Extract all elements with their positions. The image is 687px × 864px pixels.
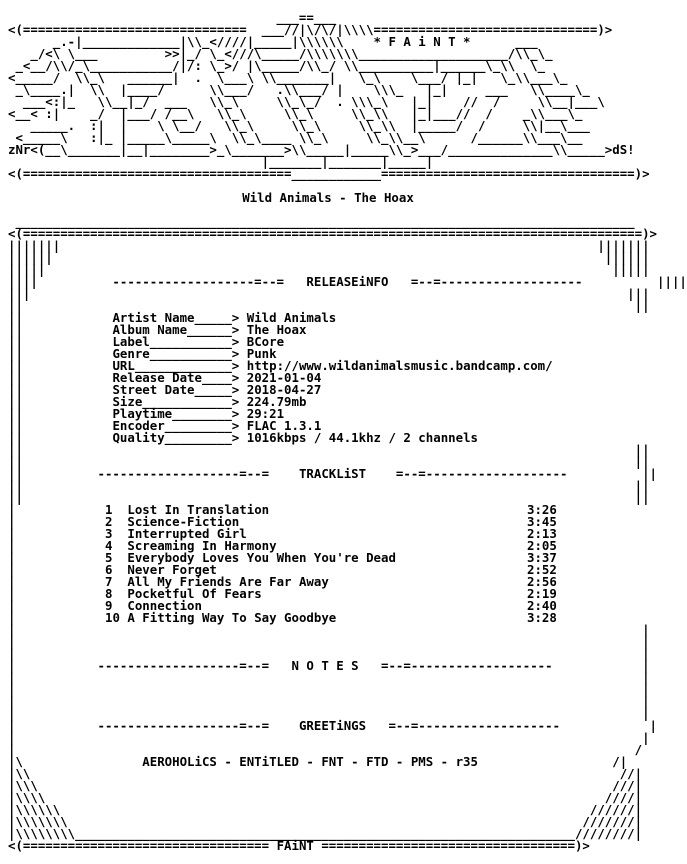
- section-heading-tracklist: || -------------------=--= TRACKLiST =--=------------------- ||: [8, 466, 658, 481]
- section-heading-greetings: | -------------------=--= GREETiNGS =--=------------------- |: [8, 718, 658, 733]
- frame-line: || ||: [8, 454, 650, 469]
- frame-line: |\\\\\\\ ///////|: [8, 814, 643, 829]
- art-line-10: _____. :| | \ \__/ \\_\ \\_\ \\_\\ |_____/ / \\|__\___: [8, 118, 590, 133]
- frame-line: |\\\\\\ //////|: [8, 802, 643, 817]
- frame-top: ___________________________________________________________________________________: [8, 214, 635, 229]
- frame-line: |\\\\\\\\___________________________________________________________________////////|: [8, 826, 643, 841]
- track-row: | 3 Interrupted Girl 2:13: [8, 526, 557, 541]
- track-row: | 5 Everybody Loves You When You're Dead 3:37: [8, 550, 557, 565]
- frame-line: | |: [8, 646, 650, 661]
- frame-border-top: <(===================================================================================)>: [8, 226, 658, 241]
- art-line-03: _.-|_____________|\\_<////|_____|\\\\\\ * F A i N T * ___: [8, 34, 538, 49]
- release-title: Wild Animals - The Hoax: [242, 190, 414, 205]
- track-row: | 10 A Fitting Way To Say Goodbye 3:28: [8, 610, 557, 625]
- track-duration: 2:13: [527, 526, 557, 541]
- frame-line: | |: [8, 682, 650, 697]
- info-row: || Quality_________> 1016kbps / 44.1khz / 2 channels: [8, 430, 478, 445]
- frame-line: | |: [8, 670, 650, 685]
- track-duration: 3:26: [527, 502, 557, 517]
- track-row: | 8 Pocketful Of Fears 2:19: [8, 586, 557, 601]
- track-duration: 2:19: [527, 586, 557, 601]
- art-line-09: <__< :| _/ |___/ /__\ \\_\ \\_\ \\_\\ |_|___// / _\\___\_: [8, 106, 583, 121]
- frame-line: | |: [8, 730, 650, 745]
- frame-line: || ||: [8, 442, 650, 457]
- track-duration: 2:52: [527, 562, 557, 577]
- right-signature: dS!: [612, 142, 635, 157]
- frame-line: | /: [8, 742, 643, 757]
- track-duration: 3:37: [527, 550, 557, 565]
- art-line-02: <(============================== ___//|\/\/|\\\\==============================)>: [8, 22, 613, 37]
- track-duration: 2:56: [527, 574, 557, 589]
- art-line-13: |_______|_______|_____|: [8, 154, 434, 169]
- frame-line: |||||| ||||||: [8, 250, 650, 265]
- art-line-12: zNr<(__\_______|__|________>_\_______>\\_____|_____\\_>___/______________\\_____>dS!: [8, 142, 635, 157]
- frame-line: | |: [8, 706, 650, 721]
- frame-line: | |: [8, 634, 650, 649]
- frame-line: ||| |||: [8, 286, 650, 301]
- info-row: || Album Name______> The Hoax: [8, 322, 307, 337]
- frame-line: ||||||| |||||||: [8, 238, 650, 253]
- track-row: | 9 Connection 2:40: [8, 598, 557, 613]
- info-row: || Artist Name_____> Wild Animals: [8, 310, 337, 325]
- frame-line: | |: [8, 622, 650, 637]
- art-line-11: <_____\ :|_ |_____\_____\ \\_\____ \\_\ \\_\\__\ /______\\___\__: [8, 130, 583, 145]
- info-row: || Size____________> 224.79mb: [8, 394, 307, 409]
- section-heading-releaseinfo: |||| -------------------=--= RELEASEiNFO =--=------------------- ||||: [8, 274, 687, 289]
- frame-line: || ||: [8, 478, 650, 493]
- info-row: || Playtime________> 29:21: [8, 406, 285, 421]
- art-line-07: _\____.| \\ |____/ \\___/ .\\___/ | \\\_ |_| ___ \\____\_: [8, 82, 590, 97]
- frame-line: || ||: [8, 490, 650, 505]
- info-row: || Street Date_____> 2018-04-27: [8, 382, 322, 397]
- track-row: | 2 Science-Fiction 3:45: [8, 514, 557, 529]
- art-line-04: _/<\ \___ >>|_/ \_<///\_____/\\\\\\\____________________/\\_\_: [8, 46, 553, 61]
- track-row: | 6 Never Forget 2:52: [8, 562, 557, 577]
- track-row: | 4 Screaming In Harmony 2:05: [8, 538, 557, 553]
- greetings-row: |\ AEROHOLiCS - ENTiTLED - FNT - FTD - PMS - r35 /|: [8, 754, 628, 769]
- frame-line: |\\\ ///|: [8, 778, 643, 793]
- nfo-document: [8, 12, 687, 852]
- art-line-01: ___==___: [8, 10, 337, 25]
- art-line-14: <(====================================____________==================================)>: [8, 166, 650, 181]
- art-line-08: ___<:|_ \\__|_/ ___ \\_\ \\_\_/ . \\\_\ |_| // / \\__|___\: [8, 94, 605, 109]
- info-row: || Label___________> BCore: [8, 334, 285, 349]
- left-signature: zNr: [8, 142, 31, 157]
- frame-line: ||||| |||||: [8, 262, 650, 277]
- footer-row: <(================================= FAiNT ==================================)>: [8, 838, 590, 853]
- art-line-06: <_____/ \\_\ ______| . \___\ \\_______| \_\ \___/ |_| \_\\___\_: [8, 70, 568, 85]
- track-row: | 1 Lost In Translation 3:26: [8, 502, 557, 517]
- section-heading-notes: | -------------------=--= N O T E S =--=------------------- |: [8, 658, 650, 673]
- track-duration: 2:05: [527, 538, 557, 553]
- footer-label: FAiNT: [276, 838, 314, 853]
- frame-line: |\\ //|: [8, 766, 643, 781]
- track-duration: 3:28: [527, 610, 557, 625]
- info-row: || Encoder_________> FLAC 1.3.1: [8, 418, 322, 433]
- greetings-text: AEROHOLiCS - ENTiTLED - FNT - FTD - PMS - r35: [142, 754, 478, 769]
- frame-line: |\\\\ ////|: [8, 790, 643, 805]
- info-row: || Genre___________> Punk: [8, 346, 277, 361]
- track-duration: 2:40: [527, 598, 557, 613]
- frame-line: | |: [8, 694, 650, 709]
- track-row: | 7 All My Friends Are Far Away 2:56: [8, 574, 557, 589]
- frame-line: || ||: [8, 298, 650, 313]
- info-row: || Release Date____> 2021-01-04: [8, 370, 322, 385]
- track-duration: 3:45: [527, 514, 557, 529]
- art-line-05: _<__/\\/_\___________/|/: \_>/ |\_____/\\_/ \\__________|______\_\\ \_: [8, 58, 546, 73]
- brand-tag: * F A i N T *: [373, 34, 471, 49]
- info-row: || URL_____________> http://www.wildanimalsmusic.bandcamp.com/: [8, 358, 553, 373]
